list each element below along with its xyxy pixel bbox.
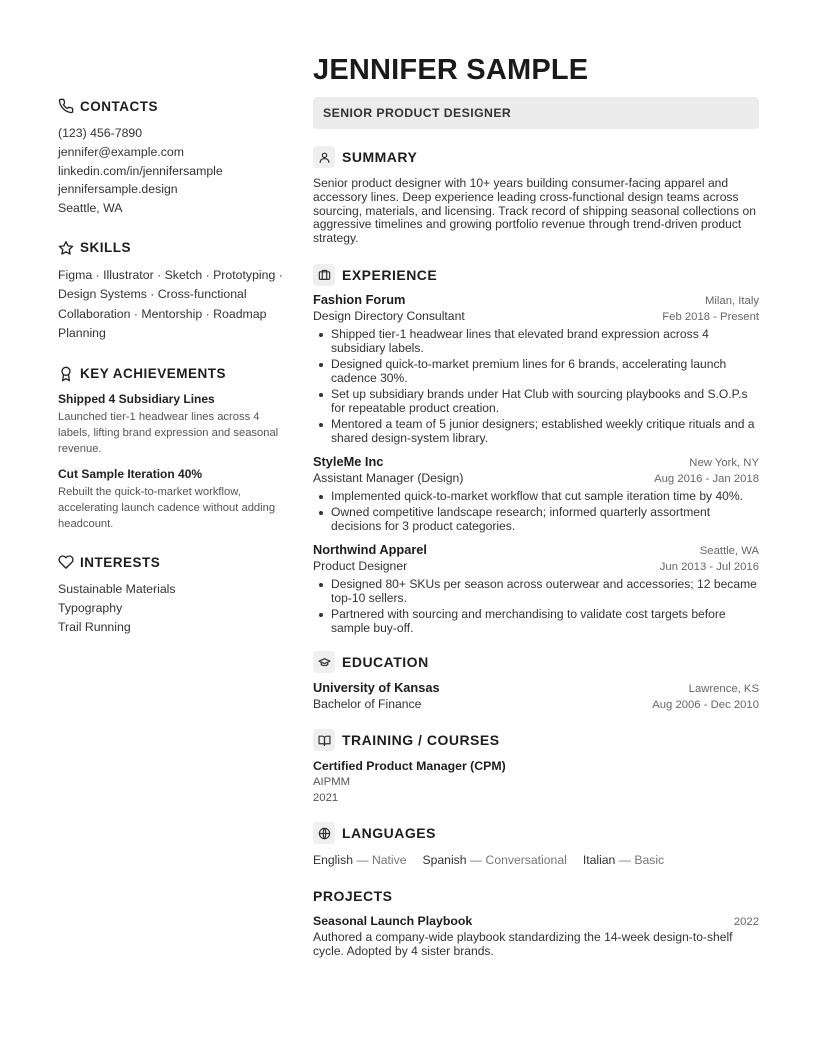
award-icon — [58, 366, 74, 382]
job-location: Milan, Italy — [705, 294, 759, 307]
skills-heading: SKILLS — [80, 240, 132, 256]
experience-section — [313, 264, 759, 635]
summary-heading: SUMMARY — [342, 149, 418, 165]
achievement-title: Cut Sample Iteration 40% — [58, 466, 203, 481]
language-level: Basic — [634, 853, 665, 868]
job-role: Product Designer — [313, 558, 408, 573]
languages-heading: LANGUAGES — [342, 825, 436, 842]
job-bullets — [313, 328, 759, 446]
project-entry — [313, 914, 759, 959]
job-title-bar — [313, 97, 759, 129]
job-bullet: Implemented quick-to-market workflow that cut sample iteration time by 40%. — [313, 490, 759, 504]
projects-heading: PROJECTS — [313, 888, 393, 905]
achievement-item — [58, 392, 294, 458]
training-heading: TRAINING / COURSES — [342, 732, 500, 749]
language-item — [583, 853, 664, 867]
email-link[interactable]: jennifer@example.com — [58, 144, 184, 159]
achievements-heading-row — [58, 364, 294, 384]
languages-section — [313, 822, 759, 867]
experience-heading: EXPERIENCE — [342, 266, 438, 283]
language-name: Spanish — [422, 853, 467, 868]
language-item — [423, 853, 567, 867]
job-bullet: Shipped tier-1 headwear lines that elevated brand expression across 4 subsidiary labels. — [313, 328, 759, 356]
course-issuer: AIPMM — [313, 776, 351, 789]
training-section — [313, 729, 759, 806]
job-role: Assistant Manager (Design) — [313, 470, 464, 485]
job-entry — [313, 292, 759, 446]
job-dates: Jun 2013 - Jul 2016 — [659, 560, 759, 573]
language-sep: — — [466, 853, 486, 868]
job-title: SENIOR PRODUCT DESIGNER — [323, 106, 512, 120]
achievement-desc: Rebuilt the quick-to-market workflow, accelerating launch cadence without adding headcount. — [58, 485, 276, 530]
job-dates: Feb 2018 - Present — [662, 310, 759, 323]
job-entry — [313, 542, 759, 636]
job-bullet: Partnered with sourcing and merchandising to validate cost targets before sample buy-off. — [313, 608, 759, 636]
job-bullets — [313, 578, 759, 636]
skills-section — [58, 238, 294, 344]
job-bullets — [313, 490, 759, 534]
briefcase-icon — [313, 264, 335, 286]
job-location: New York, NY — [689, 456, 759, 469]
training-heading-row — [313, 729, 759, 751]
contacts-heading-row — [58, 96, 294, 116]
education-entry — [313, 680, 759, 711]
company-name: Fashion Forum — [313, 291, 406, 307]
course-entry — [313, 759, 759, 806]
achievement-title: Shipped 4 Subsidiary Lines — [58, 391, 215, 406]
interests-section — [58, 552, 294, 636]
education-dates: Aug 2006 - Dec 2010 — [652, 699, 759, 712]
heart-icon — [58, 554, 74, 570]
linkedin-link[interactable]: linkedin.com/in/jennifersample — [58, 163, 223, 178]
interest-item: Sustainable Materials — [58, 582, 176, 597]
contacts-section — [58, 96, 294, 218]
contacts-heading: CONTACTS — [80, 98, 158, 114]
project-year: 2022 — [733, 916, 759, 929]
languages-heading-row — [313, 822, 759, 844]
school-name: University of Kansas — [313, 680, 440, 696]
job-entry — [313, 454, 759, 534]
job-bullet: Designed 80+ SKUs per season across outerwear and accessories; 12 became top-10 sellers. — [313, 578, 759, 606]
course-year: 2021 — [313, 791, 339, 804]
language-sep: — — [352, 853, 372, 868]
school-location: Lawrence, KS — [688, 683, 759, 696]
phone-text: (123) 456-7890 — [58, 126, 143, 140]
left-column — [58, 96, 294, 657]
skills-heading-row — [58, 238, 294, 258]
achievement-item — [58, 467, 294, 533]
language-name: English — [313, 853, 353, 868]
interest-item: Typography — [58, 601, 123, 615]
location-text: Seattle, WA — [58, 201, 123, 216]
graduation-cap-icon — [313, 651, 335, 673]
language-level: Conversational — [485, 853, 567, 868]
right-column — [313, 52, 759, 959]
phone-icon — [58, 98, 74, 114]
projects-section — [313, 888, 759, 959]
book-icon — [313, 729, 335, 751]
job-dates: Aug 2016 - Jan 2018 — [654, 472, 759, 485]
languages-list — [313, 853, 759, 867]
course-title: Certified Product Manager (CPM) — [313, 759, 506, 774]
company-name: Northwind Apparel — [313, 541, 427, 557]
website-link[interactable]: jennifersample.design — [58, 182, 178, 197]
star-icon — [58, 240, 74, 256]
project-desc: Authored a company-wide playbook standardizing the 14-week design-to-shelf cycle. Adopted by 4 sister brands. — [313, 930, 733, 959]
skills-list: Figma · Illustrator · Sketch · Prototyping · Design Systems · Cross-functional Collaboration · Mentorship · Roadmap Planning — [58, 267, 283, 341]
interest-item: Trail Running — [58, 619, 131, 634]
education-section — [313, 651, 759, 711]
summary-heading-row — [313, 146, 759, 168]
language-item — [313, 853, 407, 867]
job-role: Design Directory Consultant — [313, 308, 465, 323]
job-location: Seattle, WA — [699, 544, 759, 557]
degree: Bachelor of Finance — [313, 697, 422, 712]
project-name: Seasonal Launch Playbook — [313, 914, 473, 929]
interests-heading-row — [58, 552, 294, 572]
education-heading-row — [313, 651, 759, 673]
experience-heading-row — [313, 264, 759, 286]
job-bullet: Set up subsidiary brands under Hat Club with sourcing playbooks and S.O.P.s for repeatable product creation. — [313, 388, 759, 416]
achievement-desc: Launched tier-1 headwear lines across 4 labels, lifting brand expression and seasonal revenue. — [58, 410, 279, 456]
achievements-heading: KEY ACHIEVEMENTS — [80, 366, 227, 382]
globe-icon — [313, 822, 335, 844]
interests-heading: INTERESTS — [80, 554, 161, 570]
person-icon — [313, 146, 335, 168]
job-bullet: Mentored a team of 5 junior designers; established weekly critique rituals and a shared design-system library. — [313, 418, 759, 446]
summary-text: Senior product designer with 10+ years building consumer-facing apparel and accessory lines. Deep experience leading cross-functional design teams across sourcing, materials, and licensing. Track record of shipping seasonal collections on aggressive timelines and growing portfolio revenue through trend-driven product strategy. — [313, 176, 756, 246]
candidate-name: JENNIFER SAMPLE — [313, 54, 589, 86]
company-name: StyleMe Inc — [313, 453, 384, 469]
job-bullet: Designed quick-to-market premium lines for 6 brands, accelerating launch cadence 30%. — [313, 358, 759, 386]
job-bullet: Owned competitive landscape research; informed quarterly assortment decisions for 3 product categories. — [313, 506, 759, 534]
language-sep: — — [615, 853, 635, 868]
summary-section — [313, 146, 759, 246]
language-name: Italian — [582, 853, 616, 868]
achievements-section — [58, 364, 294, 532]
education-heading: EDUCATION — [342, 654, 429, 671]
language-level: Native — [371, 853, 407, 868]
